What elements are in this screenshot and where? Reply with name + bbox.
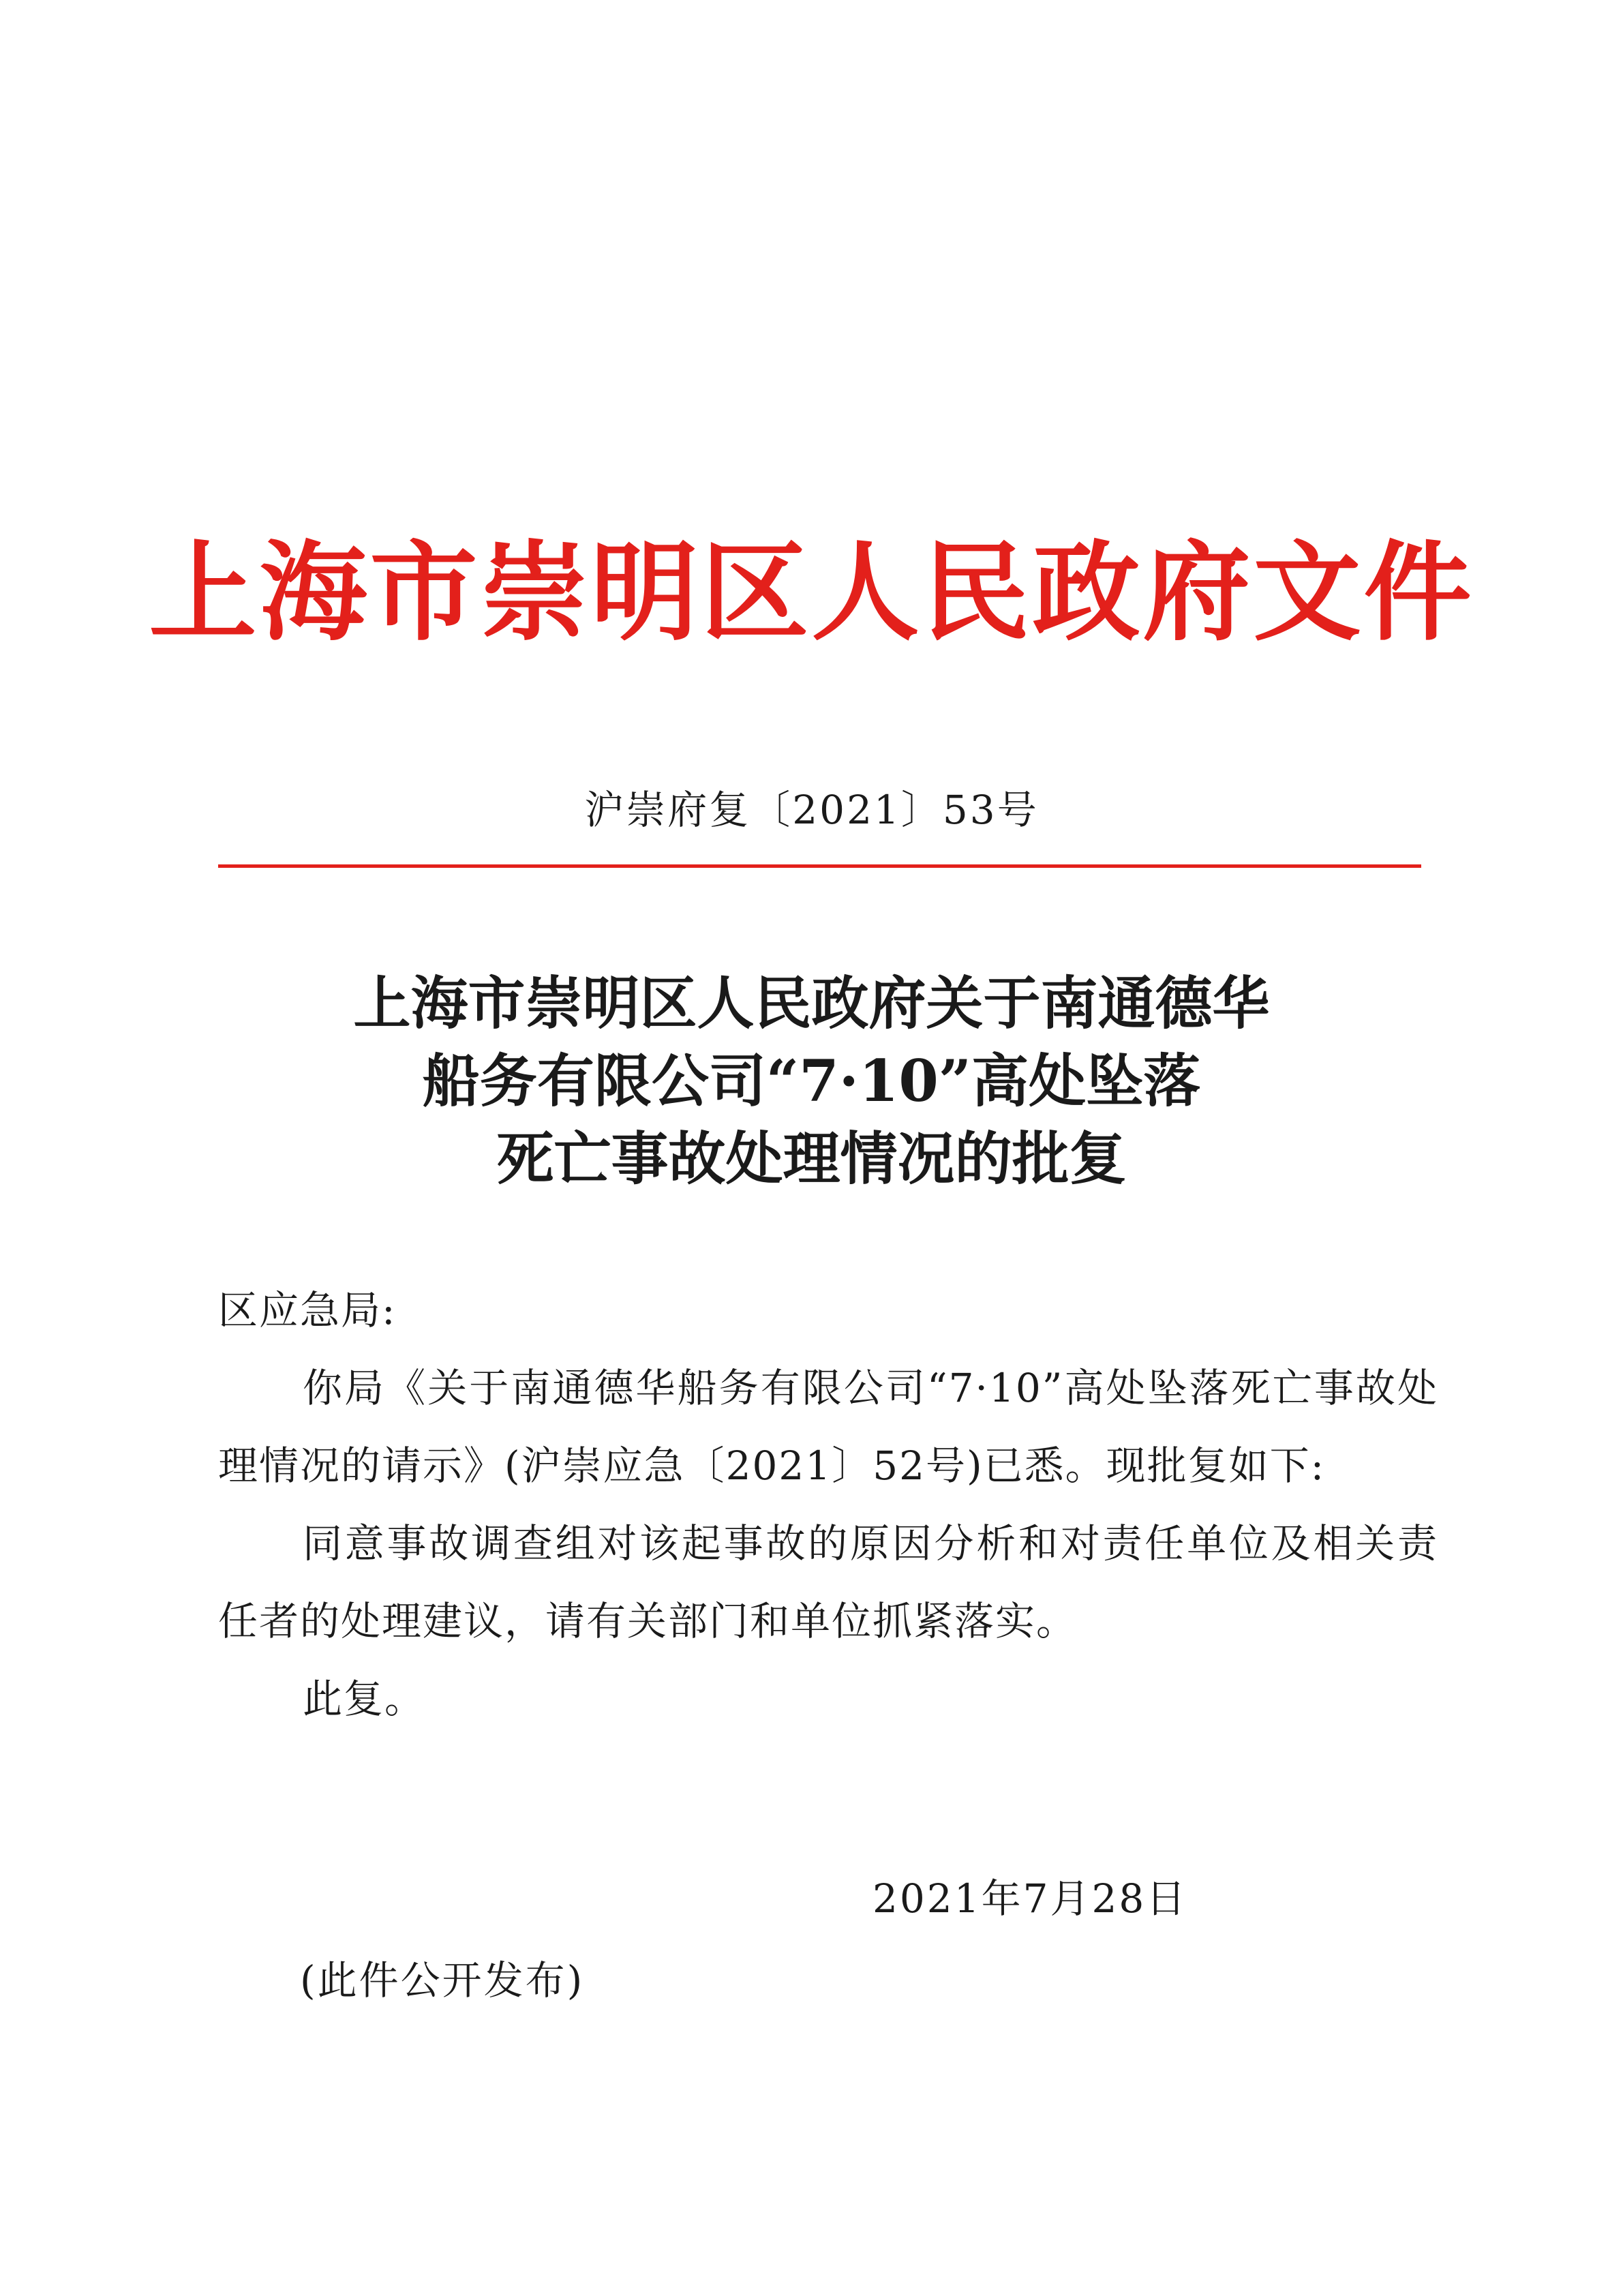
title-line-2: 船务有限公司“7·10”高处坠落 [422,1047,1201,1115]
document-masthead: 上海市崇明区人民政府文件 [149,530,1474,656]
body-paragraph-3: 此复。 [303,1676,426,1722]
issue-date: 2021年7月28日 [873,1875,1188,1922]
body-paragraph-2: 同意事故调查组对该起事故的原因分析和对责任单位及相关责任者的处理建议，请有关部门和单位抓紧落实。 [218,1520,1438,1644]
red-divider-line [218,864,1421,868]
body-paragraph-1: 你局《关于南通德华船务有限公司“7·10”高处坠落死亡事故处理情况的请示》(沪崇应急〔2021〕52号)已悉。现批复如下: [218,1365,1438,1489]
publication-note: (此件公开发布) [300,1957,585,2004]
document-title [0,965,1623,1198]
title-line-3: 死亡事故处理情况的批复 [496,1125,1127,1192]
title-line-1: 上海市崇明区人民政府关于南通德华 [353,969,1270,1037]
document-body [218,1271,1438,1738]
salutation: 区应急局: [218,1287,397,1333]
document-number: 沪崇府复〔2021〕53号 [584,787,1039,833]
